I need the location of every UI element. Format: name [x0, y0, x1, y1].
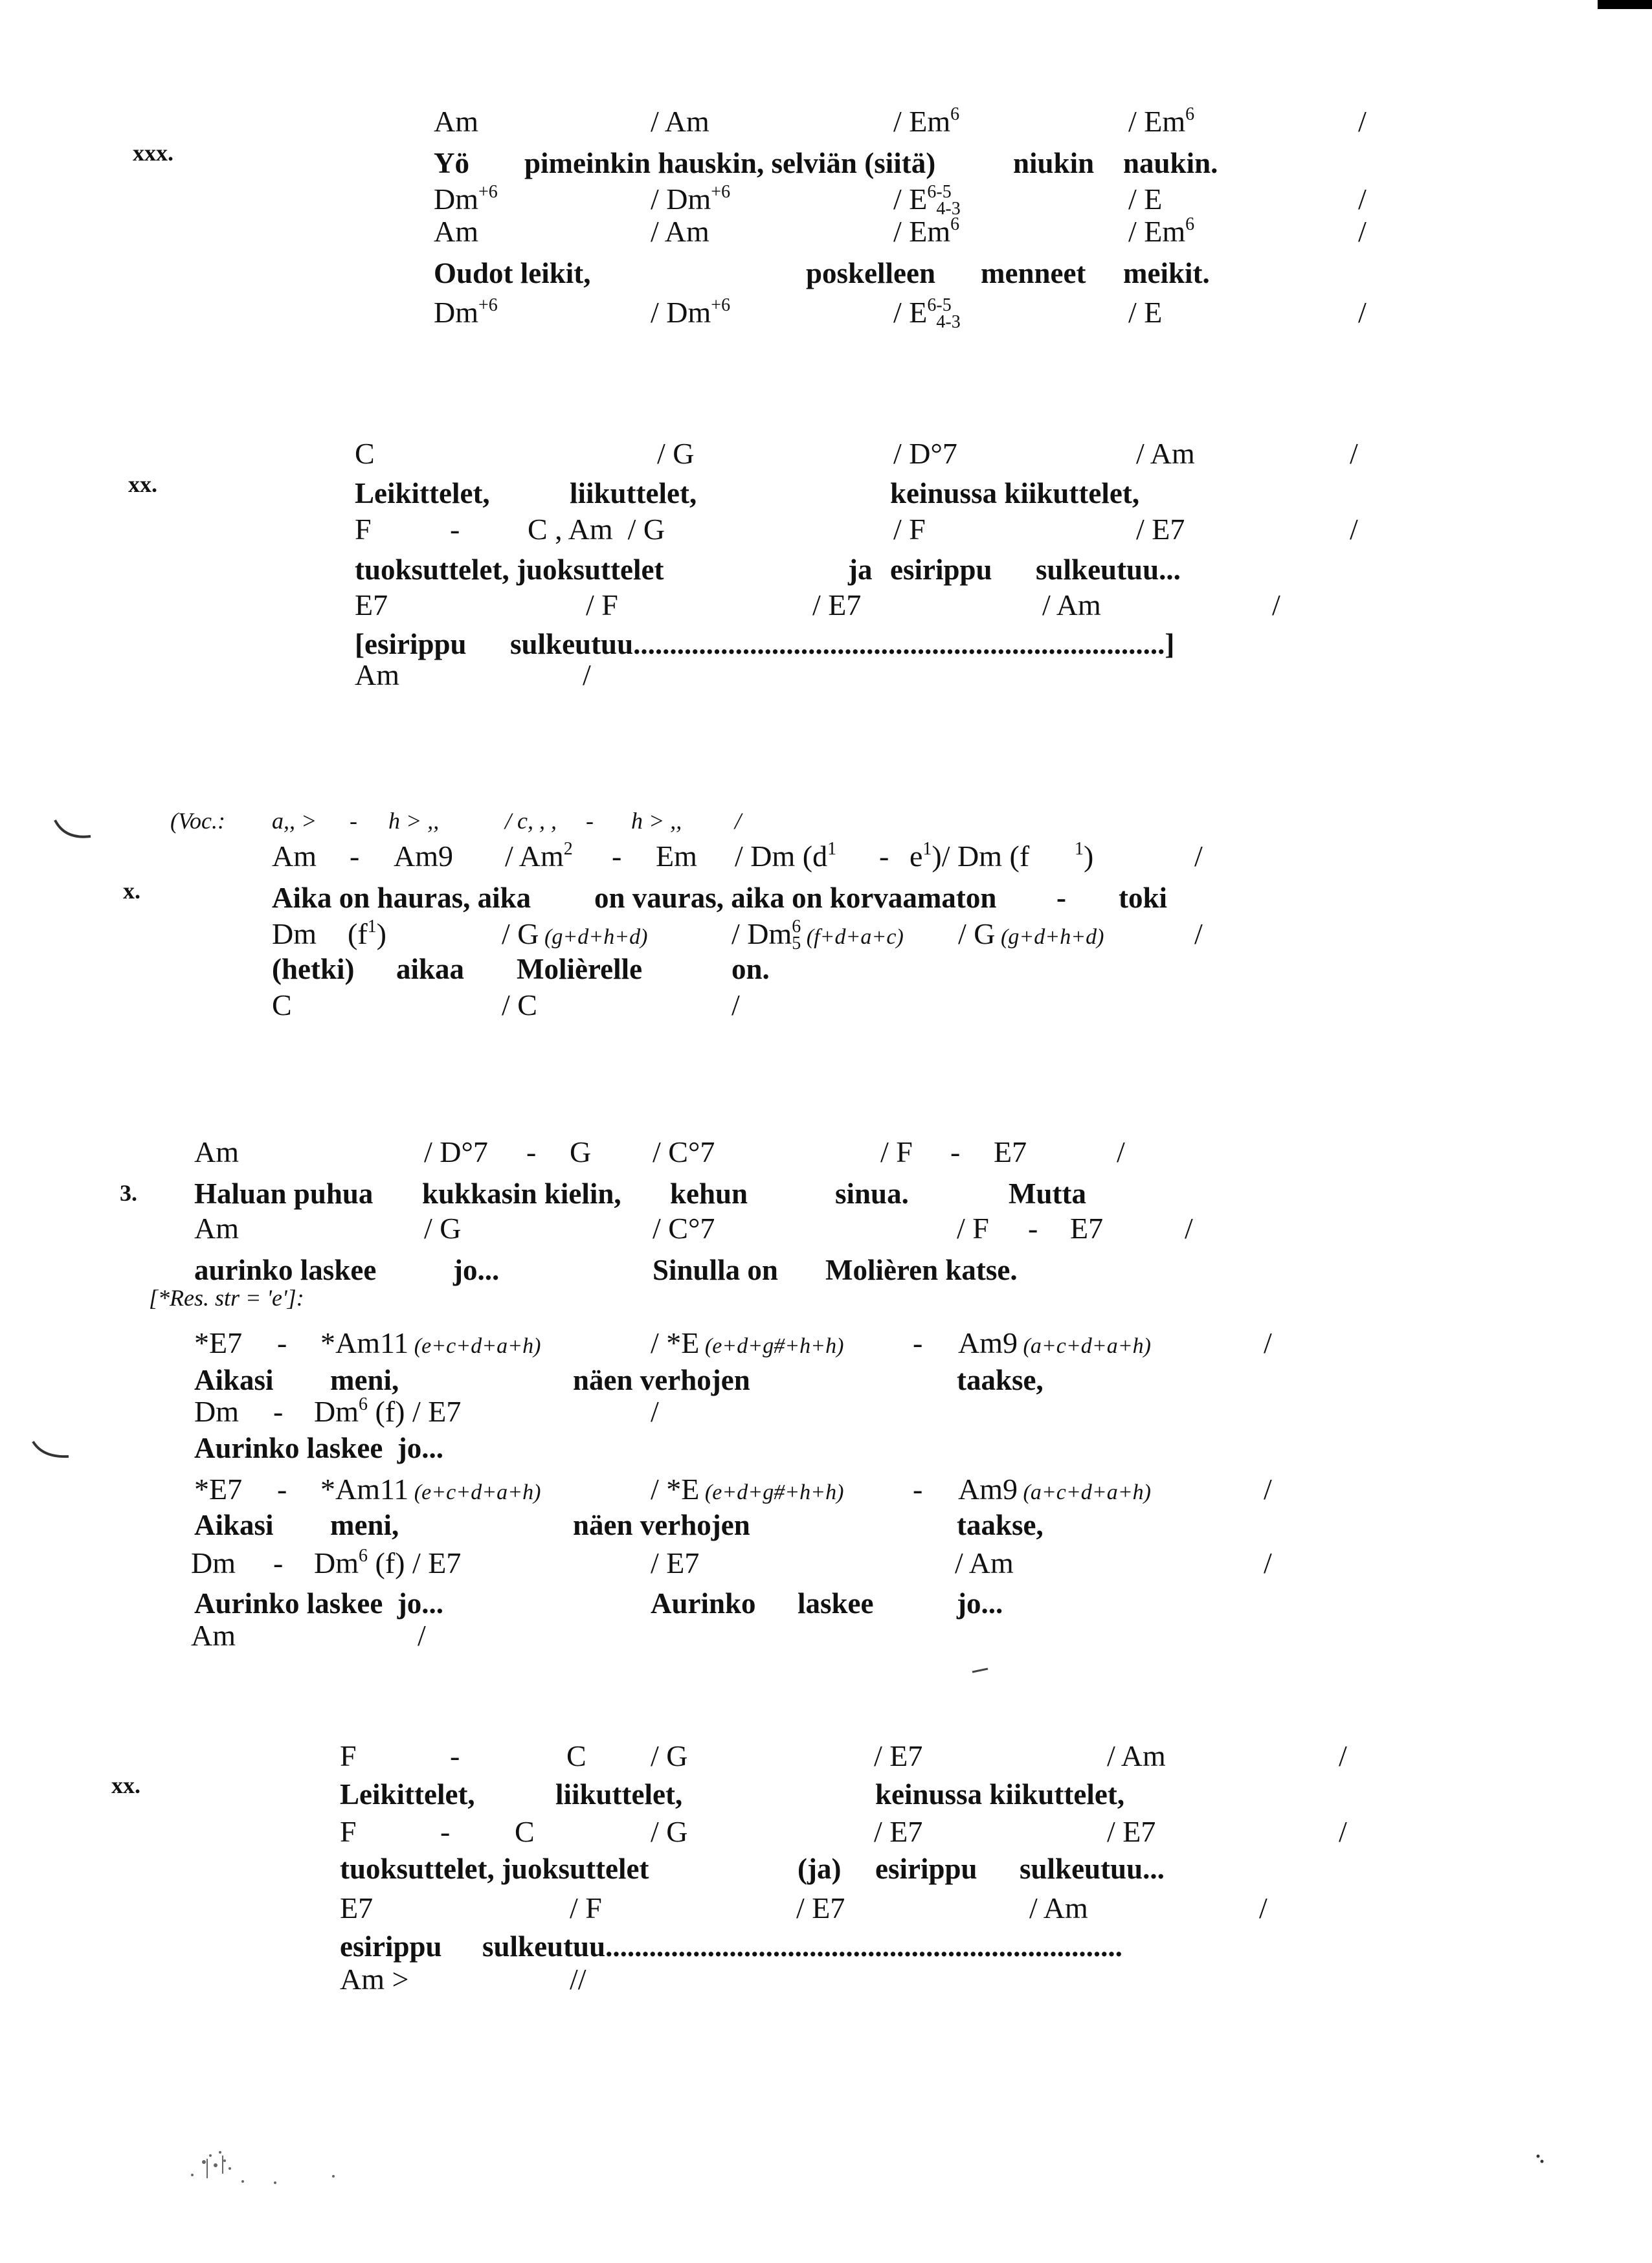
chord-symbol: / C°7 [653, 1212, 715, 1245]
chord-symbol: C [355, 437, 375, 470]
chord-symbol: C [272, 988, 292, 1021]
chord-symbol: E7 [340, 1891, 374, 1924]
chord-symbol: Am [272, 840, 317, 873]
chord-symbol: / [1358, 183, 1367, 216]
chord-symbol: C [515, 1815, 535, 1848]
chord-symbol: / [1117, 1135, 1125, 1168]
chord-symbol: Em [656, 840, 697, 873]
lyric-text: pimeinkin hauskin, selviän (siitä) [524, 147, 936, 179]
scan-bracket-mark [52, 817, 97, 843]
chord-symbol: Am [434, 215, 478, 248]
lyric-text: Leikittelet, [340, 1778, 475, 1811]
chord-symbol: Dm [191, 1546, 236, 1579]
lyric-text: aikaa [396, 953, 465, 985]
lyric-text: taakse, [957, 1364, 1044, 1396]
chord-symbol: - [277, 1326, 287, 1359]
chord-symbol: / E [1128, 183, 1163, 216]
chord-symbol: / $E^{6-5}$ 4-3 [893, 295, 961, 332]
chord-symbol: / G [657, 437, 695, 470]
chord-symbol: Am [434, 105, 478, 138]
annotation-text: a,, > [272, 808, 317, 834]
chord-symbol: F [355, 513, 372, 546]
chord-symbol: - [450, 513, 460, 546]
verse-label: xx. [128, 471, 157, 497]
chord-symbol: / *E (e+d+g#+h+h) [651, 1326, 844, 1359]
chord-symbol: Am [191, 1619, 236, 1652]
chord-symbol: / Am [955, 1546, 1014, 1579]
chord-symbol: / Dm ($d^1$ [735, 839, 837, 873]
lyric-text: Aikasi [194, 1364, 274, 1396]
chord-symbol: / Am [651, 215, 709, 248]
chord-symbol: / Am$^2$ [505, 839, 573, 873]
lyric-text: jo... [957, 1587, 1003, 1620]
chord-symbol: / [1358, 215, 1367, 248]
lyric-text: kukkasin kielin, [422, 1177, 621, 1210]
chord-symbol: // [570, 1963, 586, 1996]
chord-symbol: / E7 [812, 588, 862, 621]
chord-symbol: / [1185, 1212, 1193, 1245]
chord-symbol: / Em$^6$ [1128, 104, 1195, 138]
chord-symbol: Am9 (a+c+d+a+h) [958, 1326, 1152, 1359]
chord-symbol: / F [893, 513, 926, 546]
chord-symbol: Am [194, 1212, 239, 1245]
lyric-text: sulkeutuu....................................................................... [482, 1930, 1122, 1963]
chord-symbol: / [1264, 1326, 1272, 1359]
chord-symbol: / Dm$^6$ 5 (f+d+a+c) [731, 917, 904, 953]
chord-symbol: / E7 [874, 1739, 923, 1772]
chord-symbol: / G (g+d+h+d) [502, 917, 648, 950]
chord-symbol: Am9 (a+c+d+a+h) [958, 1473, 1152, 1506]
chord-symbol: *Am11 (e+c+d+a+h) [320, 1473, 541, 1506]
lyric-text: esirippu [875, 1853, 977, 1885]
lyric-text: poskelleen [806, 257, 936, 289]
annotation-text: / c, , , [505, 808, 557, 834]
scan-dots-mark [1534, 2152, 1547, 2165]
lyric-text: näen verhojen [573, 1364, 750, 1396]
lyric-text: Yö [434, 147, 469, 179]
annotation-text: h > ,, [631, 808, 682, 834]
lyric-text: tuoksuttelet, juoksuttelet [355, 553, 664, 586]
chord-symbol: - [913, 1473, 923, 1506]
chord-symbol: / Em$^6$ [893, 214, 960, 248]
lyric-text: sulkeutuu.........................................................................] [510, 628, 1175, 660]
lyric-text: meni, [330, 1509, 399, 1541]
lyric-text: Oudot leikit, [434, 257, 591, 289]
scan-noise-mark [184, 2136, 353, 2194]
lyric-text: toki [1119, 882, 1168, 914]
chord-symbol: Dm$^6$ (f) / E7 [314, 1394, 462, 1428]
chord-symbol: - [913, 1326, 923, 1359]
chord-symbol: E7 [355, 588, 388, 621]
lyric-text: esirippu [890, 553, 992, 586]
chord-symbol: / G [424, 1212, 462, 1245]
verse-label: xxx. [133, 140, 173, 166]
chord-symbol: / Am [1029, 1891, 1088, 1924]
chord-symbol: / E7 [651, 1546, 700, 1579]
chord-symbol: / Am [1136, 437, 1195, 470]
lyric-text: näen verhojen [573, 1509, 750, 1541]
chord-symbol: Am [194, 1135, 239, 1168]
lyric-text: keinussa kiikuttelet, [875, 1778, 1125, 1811]
chord-symbol: $e^1)/$ Dm (f [910, 839, 1030, 873]
chord-symbol: / [1339, 1739, 1347, 1772]
chord-symbol: - [440, 1815, 451, 1848]
lyric-text: esirippu [340, 1930, 442, 1963]
chord-symbol: / C [502, 988, 537, 1021]
lyric-text: laskee [798, 1587, 874, 1620]
lyric-text: aurinko laskee [194, 1254, 377, 1286]
chord-symbol: / F [957, 1212, 989, 1245]
chord-symbol: / [1194, 840, 1203, 873]
lyric-text: sulkeutuu... [1020, 1853, 1165, 1885]
chord-symbol: / [1259, 1891, 1267, 1924]
scan-smudge-mark [971, 1667, 990, 1675]
lyric-text: sulkeutuu... [1036, 553, 1181, 586]
lyric-text: liikuttelet, [555, 1778, 683, 1811]
chord-symbol: - [273, 1395, 284, 1428]
lyric-text: meni, [330, 1364, 399, 1396]
chord-symbol: Dm$^6$ (f) / E7 [314, 1546, 462, 1579]
chord-symbol: $(f^1)$ [348, 917, 386, 950]
lyric-text: taakse, [957, 1509, 1044, 1541]
chord-symbol: / D°7 [424, 1135, 488, 1168]
lyric-text: Aurinko laskee jo... [194, 1587, 444, 1620]
chord-symbol: / $E^{6-5}$ 4-3 [893, 182, 961, 219]
chord-symbol: / E7 [874, 1815, 923, 1848]
chord-symbol: / [1350, 437, 1358, 470]
chord-symbol: - [879, 840, 889, 873]
chord-symbol: / [583, 658, 591, 691]
chord-symbol: / [1358, 296, 1367, 329]
lyric-text: keinussa kiikuttelet, [890, 477, 1140, 509]
chord-symbol: / G [651, 1739, 688, 1772]
lyric-text: niukin [1013, 147, 1095, 179]
lyric-text: Mutta [1009, 1177, 1086, 1210]
lyric-text: Molièrelle [517, 953, 643, 985]
chord-symbol: - [350, 840, 360, 873]
lyric-text: Molièren katse. [825, 1254, 1018, 1286]
lyric-text: menneet [981, 257, 1086, 289]
lyric-text: - [1056, 882, 1066, 914]
lyric-text: Leikittelet, [355, 477, 490, 509]
chord-symbol: / [651, 1395, 659, 1428]
scan-corner-mark [1598, 0, 1652, 9]
lyric-text: (hetki) [272, 953, 355, 985]
chord-symbol: / [1264, 1473, 1272, 1506]
chord-symbol: / F [586, 588, 618, 621]
lyric-text: Aurinko laskee jo... [194, 1432, 444, 1464]
chord-symbol: *E7 [194, 1326, 243, 1359]
lyric-text: on vauras, aika on korvaamaton [594, 882, 997, 914]
chord-symbol: - [612, 840, 622, 873]
lyric-text: kehun [670, 1177, 748, 1210]
chord-symbol: / Am [1042, 588, 1101, 621]
chord-symbol: Am9 [394, 840, 453, 873]
lyric-text: jo... [453, 1254, 500, 1286]
chord-symbol: $Dm^{+6}$ [434, 182, 498, 216]
chord-symbol: Am > [340, 1963, 409, 1996]
chord-symbol: / [1194, 917, 1203, 950]
lyric-text: tuoksuttelet, juoksuttelet [340, 1853, 649, 1885]
annotation-text: h > ,, [388, 808, 440, 834]
chord-symbol: / C°7 [653, 1135, 715, 1168]
verse-label: xx. [111, 1772, 140, 1798]
annotation-text: / [735, 808, 742, 834]
verse-label: x. [123, 878, 140, 904]
chord-symbol: G [570, 1135, 592, 1168]
chord-symbol: / Em$^6$ [893, 104, 960, 138]
chord-symbol: - [1028, 1212, 1038, 1245]
chord-symbol: E7 [994, 1135, 1027, 1168]
chord-symbol: / F [570, 1891, 602, 1924]
chord-symbol: C , Am / G [528, 513, 665, 546]
lyric-text: Aurinko [651, 1587, 756, 1620]
chord-symbol: F [340, 1739, 357, 1772]
chord-symbol: *Am11 (e+c+d+a+h) [320, 1326, 541, 1359]
chord-symbol: / $Dm^{+6}$ [651, 295, 731, 329]
lyric-text: Haluan puhua [194, 1177, 374, 1210]
chord-symbol: / [418, 1619, 426, 1652]
chord-symbol: Dm [194, 1395, 239, 1428]
lyric-text: on. [731, 953, 770, 985]
chord-symbol: - [277, 1473, 287, 1506]
chord-symbol: / [1264, 1546, 1272, 1579]
chord-symbol: / G (g+d+h+d) [958, 917, 1104, 950]
lyric-text: meikit. [1123, 257, 1210, 289]
vocal-note: (Voc.: [170, 808, 225, 834]
scan-bracket-mark [30, 1438, 75, 1464]
annotation-text: - [350, 808, 357, 834]
chord-symbol: - [950, 1135, 961, 1168]
chord-symbol: $Dm^{+6}$ [434, 295, 498, 329]
chord-symbol: / *E (e+d+g#+h+h) [651, 1473, 844, 1506]
lyric-text: [esirippu [355, 628, 467, 660]
chord-symbol: / G [651, 1815, 688, 1848]
chord-symbol: - [450, 1739, 460, 1772]
chord-symbol: - [526, 1135, 537, 1168]
chord-symbol: / [1339, 1815, 1347, 1848]
lyric-text: (ja) [798, 1853, 842, 1885]
chord-symbol: - [273, 1546, 284, 1579]
chord-symbol: / F [880, 1135, 913, 1168]
chord-symbol: / [731, 988, 740, 1021]
annotation-text: [*Res. str = 'e']: [149, 1285, 304, 1311]
chord-symbol: F [340, 1815, 357, 1848]
chord-symbol: E7 [1070, 1212, 1104, 1245]
chord-symbol: Dm [272, 917, 317, 950]
chord-symbol: / E7 [1136, 513, 1185, 546]
chord-symbol: / D°7 [893, 437, 957, 470]
chord-symbol: C [566, 1739, 586, 1772]
chord-symbol: / E7 [796, 1891, 845, 1924]
lyric-text: ja [848, 553, 873, 586]
chord-symbol: / E [1128, 296, 1163, 329]
chord-symbol: / E7 [1107, 1815, 1156, 1848]
chord-symbol: / Am [1107, 1739, 1166, 1772]
chord-symbol: Am [355, 658, 399, 691]
lyric-text: liikuttelet, [570, 477, 697, 509]
verse-label: 3. [120, 1180, 137, 1206]
lyric-text: sinua. [835, 1177, 909, 1210]
chord-symbol: / Am [651, 105, 709, 138]
lyric-text: Aikasi [194, 1509, 274, 1541]
chord-symbol: / [1350, 513, 1358, 546]
chord-symbol: / [1358, 105, 1367, 138]
chord-symbol: / Em$^6$ [1128, 214, 1195, 248]
chord-symbol: / [1272, 588, 1280, 621]
chord-symbol: $^1$) [1075, 839, 1094, 873]
chord-symbol: / $Dm^{+6}$ [651, 182, 731, 216]
annotation-text: - [586, 808, 594, 834]
lyric-text: Sinulla on [653, 1254, 778, 1286]
lyric-text: Aika on hauras, aika [272, 882, 531, 914]
chord-symbol: *E7 [194, 1473, 243, 1506]
lyric-text: naukin. [1123, 147, 1218, 179]
